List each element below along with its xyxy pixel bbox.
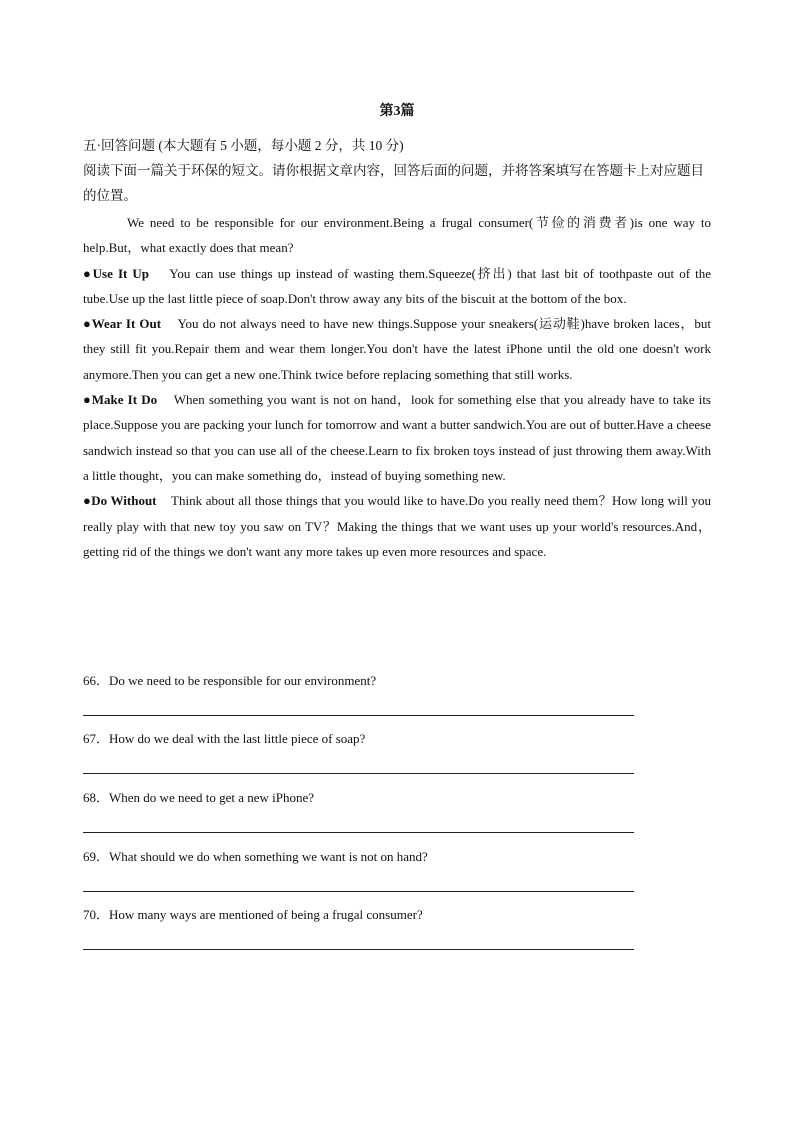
reading-instruction: 阅读下面一篇关于环保的短文。请你根据文章内容，回答后面的问题，并将答案填写在答题卡上对应题目的位置。 bbox=[83, 163, 704, 203]
section-text: You do not always need to have new things.Suppose your sneakers(运动鞋)have broken laces，but they still fit you.Repair them and wear them longer.You don't have the latest iPhone until the old one doesn't work anymore.Then you can get a new one.Think twice before replacing something that still works. bbox=[83, 316, 711, 382]
question-text: How many ways are mentioned of being a frugal consumer? bbox=[109, 907, 423, 922]
answer-line-69[interactable] bbox=[83, 891, 634, 892]
bullet-icon: ● bbox=[83, 493, 92, 509]
section-text: When something you want is not on hand，look for something else that you already have to take its place.Suppose you are packing your lunch for tomorrow and want a butter sandwich.You are out of butter.Have a cheese sandwich instead so that you can use all of the cheese.Learn to fix broken toys instead of just throwing them away.With a little thought，you can make something do，instead of buying something new. bbox=[83, 392, 711, 483]
question-number: 66． bbox=[83, 673, 110, 688]
question-text: What should we do when something we want is not on hand? bbox=[109, 849, 428, 864]
passage-section-wear-it-out bbox=[83, 311, 711, 387]
section-heading: Make It Do bbox=[91, 392, 158, 408]
answer-line-67[interactable] bbox=[83, 773, 634, 774]
question-number: 68． bbox=[83, 790, 110, 805]
question-66 bbox=[83, 672, 711, 690]
question-67 bbox=[83, 730, 711, 748]
answer-line-68[interactable] bbox=[83, 832, 634, 833]
question-text: Do we need to be responsible for our environment? bbox=[109, 673, 377, 688]
passage-section-do-without bbox=[83, 488, 711, 564]
section-text: You can use things up instead of wasting them.Squeeze(挤出) that last bit of toothpaste out of the tube.Use up the last little piece of soap.Don't throw away any bits of the biscuit at the bottom of the box. bbox=[83, 265, 711, 306]
page-title: 第3篇 bbox=[379, 104, 415, 119]
question-number: 69． bbox=[83, 849, 110, 864]
section-heading: Wear It Out bbox=[91, 316, 162, 332]
section-text: Think about all those things that you would like to have.Do you really need them？How long will you really play with that new toy you saw on TV？Making the things that we want uses up your world's resources.And，getting rid of the things we don't want any more takes up even more resources and space. bbox=[83, 493, 712, 559]
section-heading: Do Without bbox=[91, 493, 157, 509]
question-68 bbox=[83, 789, 711, 807]
passage-intro: We need to be responsible for our environment.Being a frugal consumer(节俭的消费者)is one way to help.But，what exactly does that mean? bbox=[83, 215, 711, 256]
bullet-icon: ● bbox=[83, 265, 93, 281]
reading-passage bbox=[83, 210, 711, 564]
answer-line-70[interactable] bbox=[83, 949, 634, 950]
passage-section-use-it-up bbox=[83, 261, 711, 312]
bullet-icon: ● bbox=[83, 316, 92, 332]
question-number: 70． bbox=[83, 907, 110, 922]
question-text: How do we deal with the last little piece of soap? bbox=[109, 731, 366, 746]
section-instruction: 五·回答问题 (本大题有 5 小题，每小题 2 分，共 10 分) bbox=[83, 138, 404, 153]
passage-section-make-it-do bbox=[83, 387, 711, 488]
question-69 bbox=[83, 848, 711, 866]
section-heading: Use It Up bbox=[92, 265, 150, 281]
question-text: When do we need to get a new iPhone? bbox=[109, 790, 315, 805]
question-70 bbox=[83, 906, 711, 924]
bullet-icon: ● bbox=[83, 392, 92, 408]
question-number: 67． bbox=[83, 731, 110, 746]
answer-line-66[interactable] bbox=[83, 715, 634, 716]
